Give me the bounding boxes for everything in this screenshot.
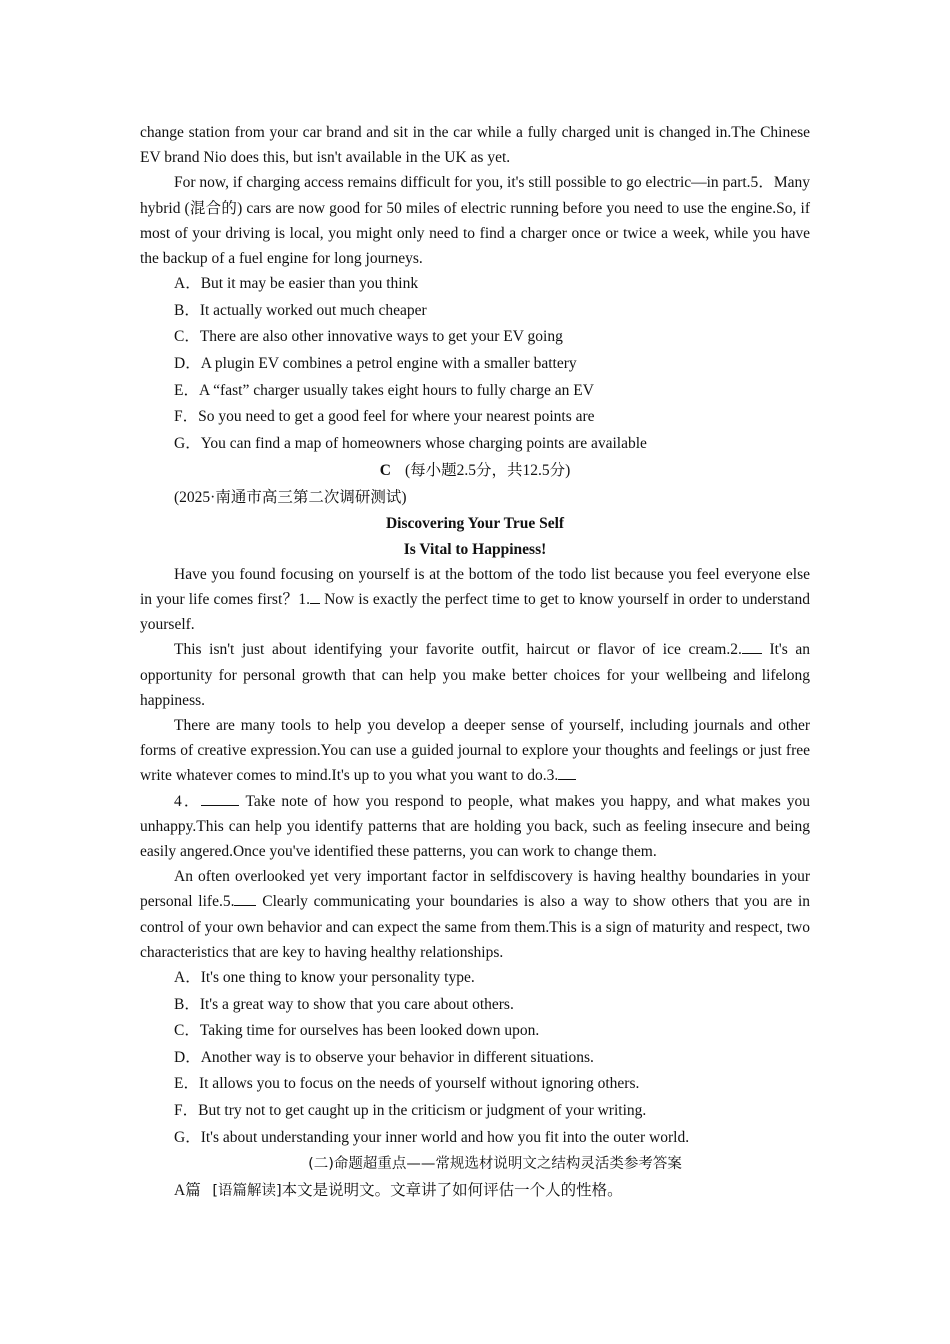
answer-blank xyxy=(310,589,320,604)
answer-blank xyxy=(558,765,576,780)
text-span: Clearly communicating your boundaries is also a way to show others that you are in control of your own behavior and can expect the same from them.This is a sign of maturity and respect, two characteristics that are key to having healthy relationships. xyxy=(140,893,810,961)
option-item: D．A plugin EV combines a petrol engine with a smaller battery xyxy=(174,355,577,372)
text-span: Take note of how you respond to people, what makes you happy, and what makes you unhappy.This can help you identify patterns that are holding you back, such as feeling insecure and being easily angered.Once you've identified these patterns, you can work to change them. xyxy=(140,792,810,861)
text-span: There are many tools to help you develop a deeper sense of yourself, including journals and other forms of creative expression.You can use a guided journal to explore your thoughts and feelings or just free write whatever comes to mind.It's up to you what you want to do.3. xyxy=(140,717,810,785)
article-title: Is Vital to Happiness! xyxy=(403,540,547,558)
passage-letter: C xyxy=(379,462,391,480)
option-item: D．Another way is to observe your behavior in different situations. xyxy=(174,1048,594,1066)
option-item: C．There are also other innovative ways to get your EV going xyxy=(174,328,563,346)
option-item: A．It's one thing to know your personality type. xyxy=(174,969,475,987)
option-item: G．It's about understanding your inner world and how you fit into the outer world. xyxy=(174,1128,690,1146)
answer-tag: [语篇解读] xyxy=(212,1183,282,1200)
text-span: An often overlooked yet very important factor in selfdiscovery is having healthy boundaries in your personal life.5. xyxy=(140,868,810,911)
options-list-b xyxy=(140,271,810,457)
text-span: This isn't just about identifying your favorite outfit, haircut or flavor of ice cream.2. xyxy=(174,641,742,659)
option-item: E．It allows you to focus on the needs of yourself without ignoring others. xyxy=(174,1075,640,1093)
text-span: Have you found focusing on yourself is at the bottom of the todo list because you feel everyone else in your life comes first？1. xyxy=(140,565,810,608)
passage-c-paragraph xyxy=(140,713,810,789)
option-item: C．Taking time for ourselves has been looked down upon. xyxy=(174,1022,540,1040)
source-note: (2025·南通市高三第二次调研测试) xyxy=(174,489,407,507)
passage-c-paragraph xyxy=(140,637,810,713)
option-item: F．But try not to get caught up in the criticism or judgment of your writing. xyxy=(174,1102,647,1119)
option-item: G．You can find a map of homeowners whose charging points are available xyxy=(174,434,647,452)
passage-b-paragraph: For now, if charging access remains difficult for you, it's still possible to go electric—in part.5．Many hybrid (混合的) cars are now good for 50 miles of electric running before you need to use the engine.So, if most of your driving is local, you might only need to find a charger once or twice a week, while you have the backup of a fuel engine for long journeys. xyxy=(140,174,810,268)
option-item: B．It actually worked out much cheaper xyxy=(174,301,427,319)
option-item: B．It's a great way to show that you care about others. xyxy=(174,995,514,1013)
passage-c-heading xyxy=(140,457,810,484)
answers-section-title: (二)命题超重点——常规选材说明文之结构灵活类参考答案 xyxy=(308,1156,682,1173)
option-item: E．A “fast” charger usually takes eight hours to fully charge an EV xyxy=(174,381,594,399)
answer-label: A篇 xyxy=(174,1182,201,1200)
answer-intro xyxy=(140,1178,810,1204)
passage-c-paragraph xyxy=(140,562,810,638)
passage-c-paragraph xyxy=(140,789,810,865)
text-span: It's an opportunity for personal growth that can help you make better choices for your wellbeing and lifelong happiness. xyxy=(140,641,810,709)
answer-blank xyxy=(742,639,762,654)
answer-blank xyxy=(234,891,256,906)
score-note: (每小题2.5分，共12.5分) xyxy=(404,462,571,480)
answer-blank xyxy=(201,791,239,806)
passage-b-paragraph: change station from your car brand and sit in the car while a fully charged unit is changed in.The Chinese EV brand Nio does this, but isn't available in the UK as yet. xyxy=(140,124,810,167)
article-title: Discovering Your True Self xyxy=(385,515,565,533)
option-item: F．So you need to get a good feel for where your nearest points are xyxy=(174,408,595,426)
question-number: 4． xyxy=(174,792,202,810)
document-page xyxy=(140,120,810,1204)
text-span: Now is exactly the perfect time to get to know yourself in order to understand yourself. xyxy=(140,590,810,634)
options-list-c xyxy=(140,965,810,1151)
option-item: A．But it may be easier than you think xyxy=(174,275,419,293)
answer-text: 本文是说明文。文章讲了如何评估一个人的性格。 xyxy=(281,1182,623,1200)
passage-c-paragraph xyxy=(140,864,810,965)
